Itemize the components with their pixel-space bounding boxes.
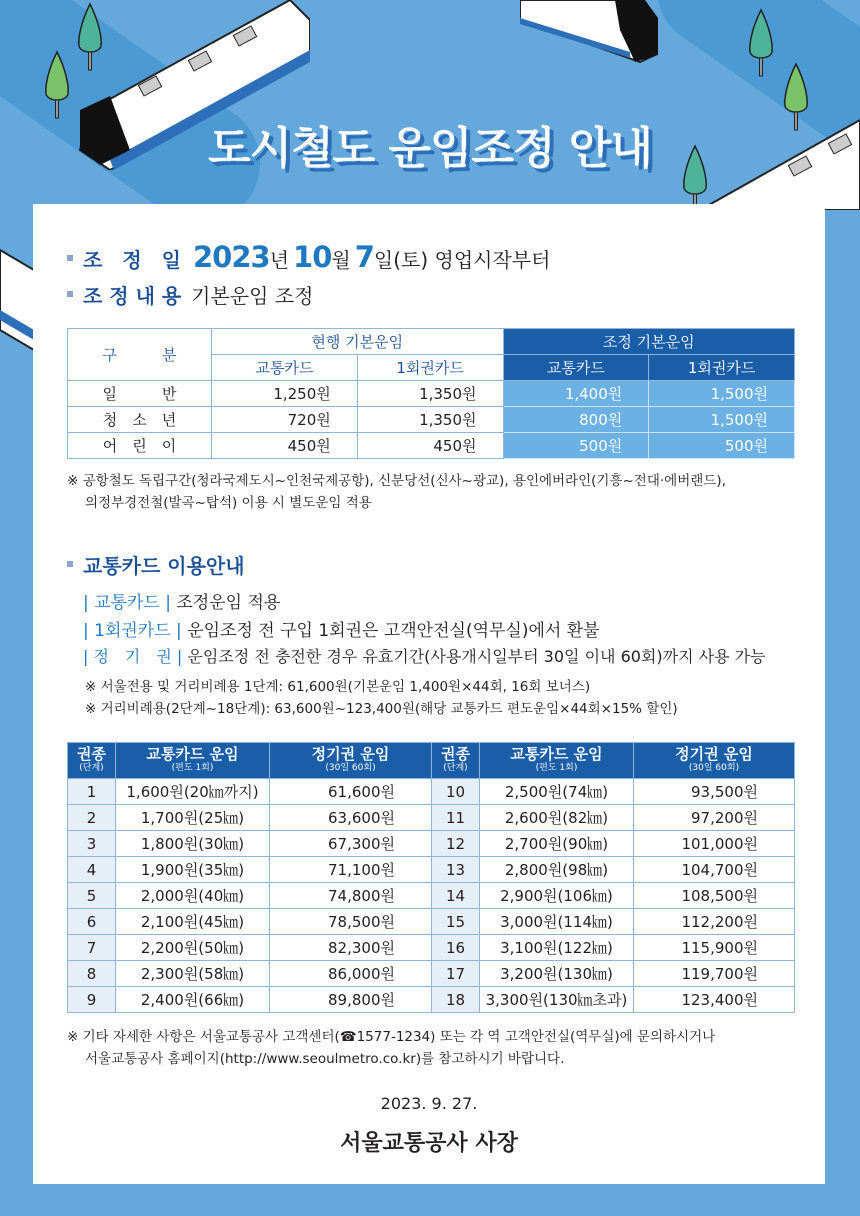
note-line: ※ 공항철도 독립구간(청라국제도시~인천국제공항), 신분당선(신사~광교), 용인에버라인(기흥~전대·에버랜드), xyxy=(67,473,726,489)
l-card-cell: 2,400원(66㎞) xyxy=(116,987,270,1013)
new-card-fare: 800원 xyxy=(503,407,649,433)
bullet-icon xyxy=(67,291,73,297)
r-grade-cell: 13 xyxy=(432,857,480,883)
train-illustration xyxy=(520,0,660,65)
guide-item-text: 조정운임 적용 xyxy=(176,593,281,613)
signature-date: 2023. 9. 27. xyxy=(380,1094,478,1113)
subheader-new-card: 교통카드 xyxy=(503,355,649,381)
l-grade-cell: 8 xyxy=(68,961,116,987)
l-card-cell: 1,800원(30㎞) xyxy=(116,831,270,857)
header-grade: 권종 (단계) xyxy=(68,743,116,779)
r-grade-cell: 16 xyxy=(432,935,480,961)
new-single-fare: 500원 xyxy=(649,433,795,459)
table-row xyxy=(68,883,795,909)
note-line: ※ 서울전용 및 거리비례용 1단계: 61,600원(기본운임 1,400원×44회, 16회 보너스) xyxy=(85,679,591,695)
card-guide-heading xyxy=(67,550,245,579)
guide-item-tag: | 교통카드 | xyxy=(83,593,171,613)
l-pass-cell: 63,600원 xyxy=(270,805,432,831)
adjustment-day: 7 xyxy=(354,240,374,274)
card-guide-title: 교통카드 이용안내 xyxy=(83,554,245,578)
r-pass-cell: 112,200원 xyxy=(634,909,795,935)
table-row xyxy=(68,987,795,1013)
new-single-fare: 1,500원 xyxy=(649,407,795,433)
table-row xyxy=(68,961,795,987)
table-row xyxy=(68,433,795,459)
r-grade-cell: 11 xyxy=(432,805,480,831)
l-grade-cell: 7 xyxy=(68,935,116,961)
note-line: 의정부경전철(발곡~탑석) 이용 시 별도운임 적용 xyxy=(85,495,372,511)
row-category: 어 린 이 xyxy=(68,433,212,459)
r-card-cell: 2,600원(82㎞) xyxy=(480,805,634,831)
r-pass-cell: 108,500원 xyxy=(634,883,795,909)
r-pass-cell: 97,200원 xyxy=(634,805,795,831)
table-row xyxy=(68,935,795,961)
notice-card xyxy=(33,204,825,1184)
r-pass-cell: 115,900원 xyxy=(634,935,795,961)
l-card-cell: 1,600원(20㎞까지) xyxy=(116,779,270,805)
guide-item-text: 운임조정 전 구입 1회권은 고객안전실(역무실)에서 환불 xyxy=(187,621,600,641)
r-pass-cell: 119,700원 xyxy=(634,961,795,987)
note-line: ※ 거리비례용(2단계~18단계): 63,600원~123,400원(해당 교통카드 편도운임×44회×15% 할인) xyxy=(85,701,678,717)
l-pass-cell: 78,500원 xyxy=(270,909,432,935)
table-row xyxy=(68,909,795,935)
header-pass-fare: 정기권 운임 (30일 60회) xyxy=(270,743,432,779)
table-row xyxy=(68,831,795,857)
year-unit: 년 xyxy=(269,248,290,272)
date-suffix: 일(토) 영업시작부터 xyxy=(373,248,551,272)
guide-item xyxy=(83,616,600,641)
cur-card-fare: 450원 xyxy=(212,433,358,459)
r-grade-cell: 12 xyxy=(432,831,480,857)
l-pass-cell: 89,800원 xyxy=(270,987,432,1013)
subheader-new-single: 1회권카드 xyxy=(649,355,795,381)
l-grade-cell: 4 xyxy=(68,857,116,883)
bullet-icon xyxy=(67,255,73,261)
l-grade-cell: 5 xyxy=(68,883,116,909)
adjustment-content-value: 기본운임 조정 xyxy=(191,284,314,308)
l-card-cell: 2,000원(40㎞) xyxy=(116,883,270,909)
l-card-cell: 1,700원(25㎞) xyxy=(116,805,270,831)
l-grade-cell: 2 xyxy=(68,805,116,831)
header-category: 구 분 xyxy=(68,329,212,381)
l-card-cell: 2,100원(45㎞) xyxy=(116,909,270,935)
guide-item-tag: | 1회권카드 | xyxy=(83,621,182,641)
note-line: 서울교통공사 홈페이지(http://www.seoulmetro.co.kr)를 참고하시기 바랍니다. xyxy=(85,1051,565,1067)
l-pass-cell: 61,600원 xyxy=(270,779,432,805)
signature-org: 서울교통공사 사장 xyxy=(340,1131,518,1156)
l-grade-cell: 9 xyxy=(68,987,116,1013)
cur-card-fare: 1,250원 xyxy=(212,381,358,407)
r-card-cell: 2,800원(98㎞) xyxy=(480,857,634,883)
pass-fare-table xyxy=(67,742,795,1013)
r-pass-cell: 101,000원 xyxy=(634,831,795,857)
r-card-cell: 2,500원(74㎞) xyxy=(480,779,634,805)
tree-icon xyxy=(746,8,776,80)
table-row xyxy=(68,407,795,433)
cur-card-fare: 720원 xyxy=(212,407,358,433)
adjustment-month: 10 xyxy=(293,240,332,274)
r-grade-cell: 10 xyxy=(432,779,480,805)
r-grade-cell: 14 xyxy=(432,883,480,909)
bullet-icon xyxy=(67,561,73,567)
r-pass-cell: 123,400원 xyxy=(634,987,795,1013)
train-illustration xyxy=(0,230,34,360)
l-pass-cell: 67,300원 xyxy=(270,831,432,857)
table-row xyxy=(68,779,795,805)
adjustment-date-line xyxy=(67,240,550,274)
l-pass-cell: 71,100원 xyxy=(270,857,432,883)
row-category: 일 반 xyxy=(68,381,212,407)
l-grade-cell: 3 xyxy=(68,831,116,857)
r-card-cell: 3,200원(130㎞) xyxy=(480,961,634,987)
cur-single-fare: 450원 xyxy=(357,433,503,459)
new-card-fare: 500원 xyxy=(503,433,649,459)
adjustment-date-label: 조 정 일 xyxy=(83,248,181,272)
month-unit: 월 xyxy=(331,248,351,272)
l-pass-cell: 82,300원 xyxy=(270,935,432,961)
guide-notes xyxy=(85,676,678,720)
cur-single-fare: 1,350원 xyxy=(357,381,503,407)
l-grade-cell: 1 xyxy=(68,779,116,805)
note-line: ※ 기타 자세한 사항은 서울교통공사 고객센터(☎1577-1234) 또는 각 역 고객안전실(역무실)에 문의하시거나 xyxy=(67,1029,716,1045)
adjustment-year: 2023 xyxy=(192,240,270,274)
page-title: 도시철도 운임조정 안내 xyxy=(208,123,652,174)
r-pass-cell: 93,500원 xyxy=(634,779,795,805)
cur-single-fare: 1,350원 xyxy=(357,407,503,433)
base-fare-note xyxy=(67,470,726,514)
r-card-cell: 2,700원(90㎞) xyxy=(480,831,634,857)
guide-item-text: 운임조정 전 충전한 경우 유효기간(사용개시일부터 30일 이내 60회)까지 사용 가능 xyxy=(187,647,766,666)
subheader-cur-single: 1회권카드 xyxy=(357,355,503,381)
base-fare-table xyxy=(67,328,795,459)
header-pass-fare: 정기권 운임 (30일 60회) xyxy=(634,743,795,779)
table-row xyxy=(68,857,795,883)
header-card-fare: 교통카드 운임 (편도 1회) xyxy=(480,743,634,779)
guide-item xyxy=(83,588,280,613)
r-card-cell: 3,100원(122㎞) xyxy=(480,935,634,961)
header-grade: 권종 (단계) xyxy=(432,743,480,779)
new-single-fare: 1,500원 xyxy=(649,381,795,407)
l-grade-cell: 6 xyxy=(68,909,116,935)
adjustment-content-label: 조 정 내 용 xyxy=(83,284,182,308)
guide-item-tag: | 정 기 권 | xyxy=(83,647,183,666)
l-card-cell: 1,900원(35㎞) xyxy=(116,857,270,883)
l-card-cell: 2,300원(58㎞) xyxy=(116,961,270,987)
r-card-cell: 3,300원(130㎞초과) xyxy=(480,987,634,1013)
header-adjusted-fare: 조정 기본운임 xyxy=(503,329,795,355)
header-card-fare: 교통카드 운임 (편도 1회) xyxy=(116,743,270,779)
row-category: 청 소 년 xyxy=(68,407,212,433)
new-card-fare: 1,400원 xyxy=(503,381,649,407)
table-row xyxy=(68,805,795,831)
adjustment-content-line xyxy=(67,280,313,309)
r-pass-cell: 104,700원 xyxy=(634,857,795,883)
header-current-fare: 현행 기본운임 xyxy=(212,329,504,355)
table-row xyxy=(68,381,795,407)
footer-note xyxy=(67,1026,715,1070)
l-card-cell: 2,200원(50㎞) xyxy=(116,935,270,961)
r-grade-cell: 15 xyxy=(432,909,480,935)
r-grade-cell: 17 xyxy=(432,961,480,987)
r-card-cell: 3,000원(114㎞) xyxy=(480,909,634,935)
r-grade-cell: 18 xyxy=(432,987,480,1013)
l-pass-cell: 74,800원 xyxy=(270,883,432,909)
l-pass-cell: 86,000원 xyxy=(270,961,432,987)
guide-item xyxy=(83,644,766,667)
subheader-cur-card: 교통카드 xyxy=(212,355,358,381)
r-card-cell: 2,900원(106㎞) xyxy=(480,883,634,909)
